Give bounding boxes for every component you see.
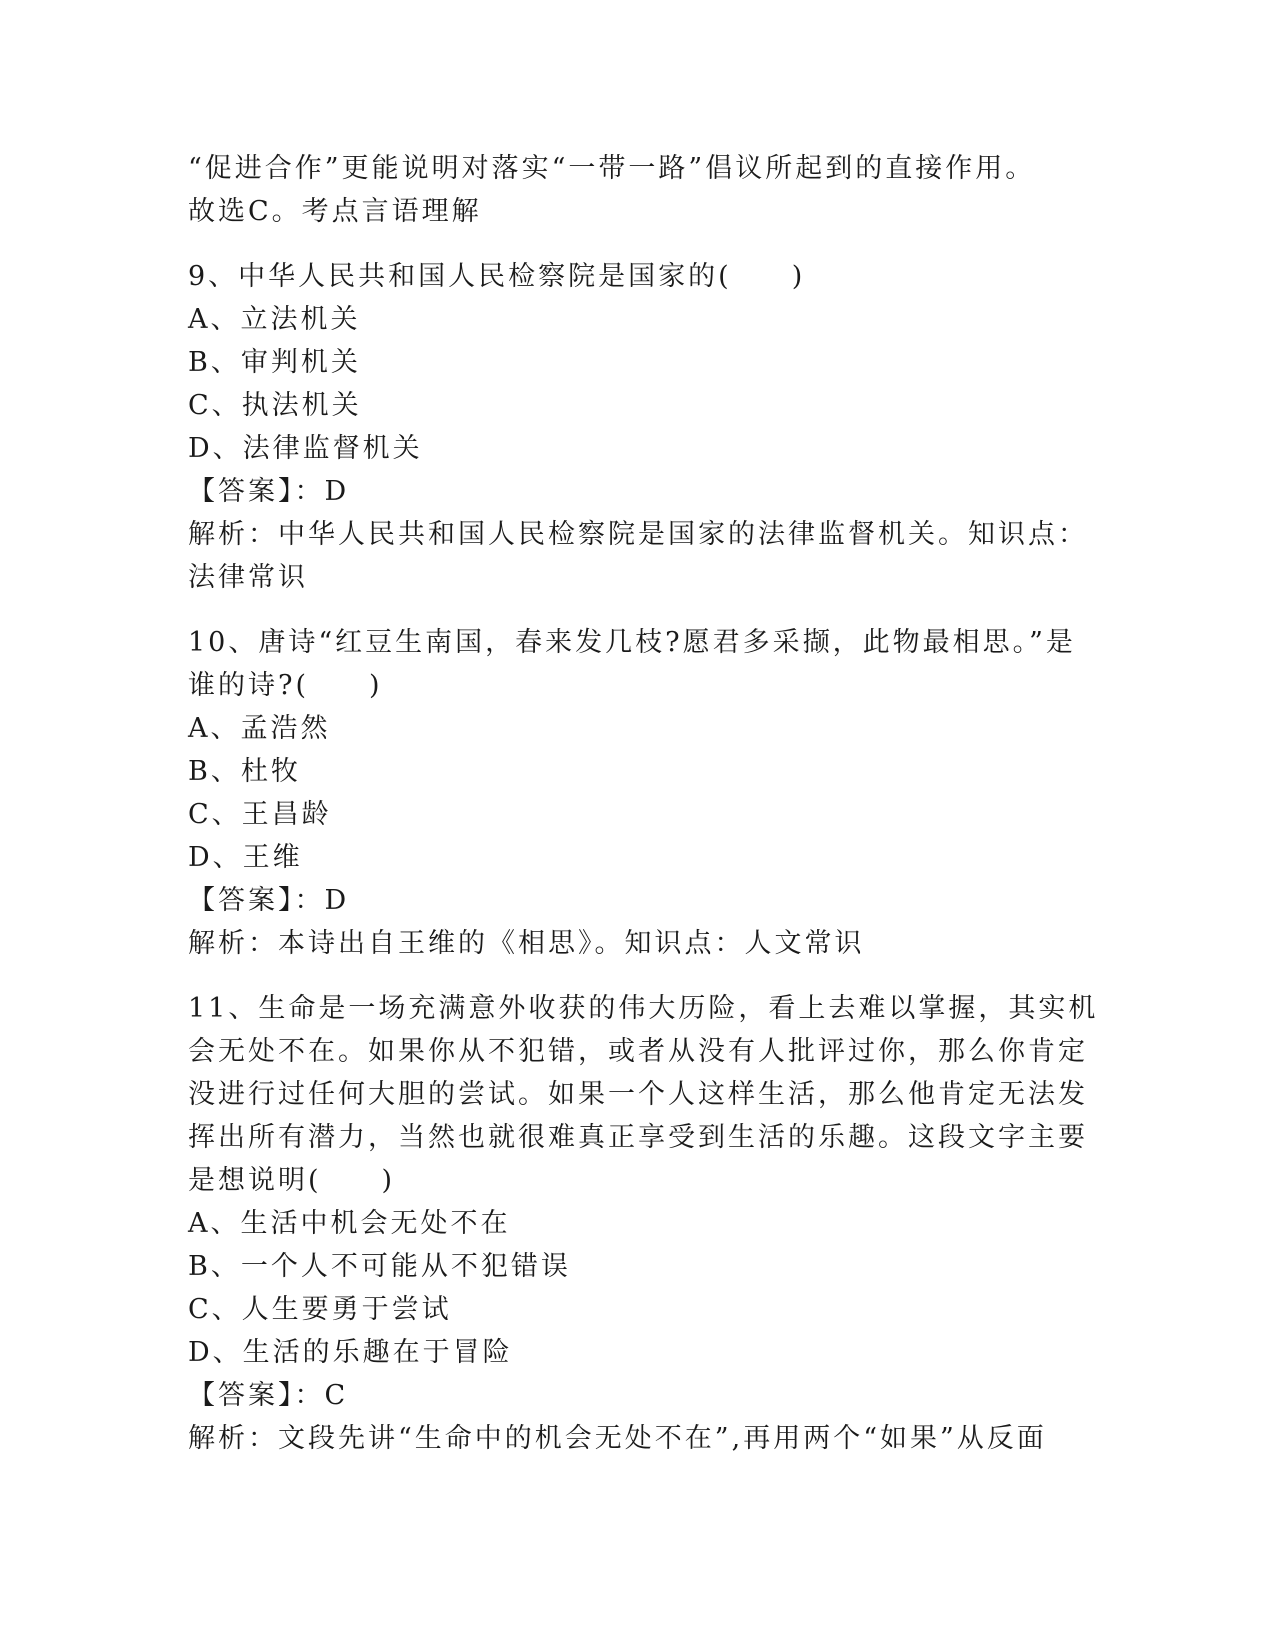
answer-label: 【答案】：D xyxy=(188,885,350,916)
option-c: C、王昌龄 xyxy=(188,799,332,830)
question-stem: 挥出所有潜力，当然也就很难真正享受到生活的乐趣。这段文字主要 xyxy=(188,1122,1088,1153)
question-10 xyxy=(188,621,1088,965)
analysis-text: 法律常识 xyxy=(188,562,308,593)
answer-label: 【答案】：D xyxy=(188,476,350,507)
option-c: C、人生要勇于尝试 xyxy=(188,1294,452,1325)
question-stem: 会无处不在。如果你从不犯错，或者从没有人批评过你，那么你肯定 xyxy=(188,1036,1088,1067)
question-11 xyxy=(188,987,1099,1460)
analysis-text: 解析：本诗出自王维的《相思》。知识点：人文常识 xyxy=(188,928,865,959)
option-d: D、法律监督机关 xyxy=(188,433,423,464)
text-line: 故选C。考点言语理解 xyxy=(188,196,482,227)
option-d: D、生活的乐趣在于冒险 xyxy=(188,1337,513,1368)
option-a: A、孟浩然 xyxy=(188,713,331,744)
option-b: B、杜牧 xyxy=(188,756,301,787)
question-9 xyxy=(188,255,1088,599)
question-stem: 11、生命是一场充满意外收获的伟大历险，看上去难以掌握，其实机 xyxy=(188,993,1099,1024)
text-line: “促进合作”更能说明对落实“一带一路”倡议所起到的直接作用。 xyxy=(188,153,1036,184)
option-a: A、立法机关 xyxy=(188,304,361,335)
question-stem: 是想说明( ) xyxy=(188,1165,396,1196)
option-c: C、执法机关 xyxy=(188,390,362,421)
option-b: B、审判机关 xyxy=(188,347,361,378)
analysis-text: 解析：文段先讲“生命中的机会无处不在”,再用两个“如果”从反面 xyxy=(188,1423,1047,1454)
answer-label: 【答案】：C xyxy=(188,1380,349,1411)
question-stem: 没进行过任何大胆的尝试。如果一个人这样生活，那么他肯定无法发 xyxy=(188,1079,1088,1110)
option-a: A、生活中机会无处不在 xyxy=(188,1208,511,1239)
intro-text xyxy=(188,147,1088,233)
question-stem: 10、唐诗“红豆生南国，春来发几枝?愿君多采撷，此物最相思。”是 xyxy=(188,627,1076,658)
option-d: D、王维 xyxy=(188,842,303,873)
document-content xyxy=(188,147,1099,1460)
analysis-text: 解析：中华人民共和国人民检察院是国家的法律监督机关。知识点： xyxy=(188,519,1088,550)
option-b: B、一个人不可能从不犯错误 xyxy=(188,1251,571,1282)
question-stem: 谁的诗?( ) xyxy=(188,670,383,701)
question-stem: 9、中华人民共和国人民检察院是国家的( ) xyxy=(188,261,806,292)
